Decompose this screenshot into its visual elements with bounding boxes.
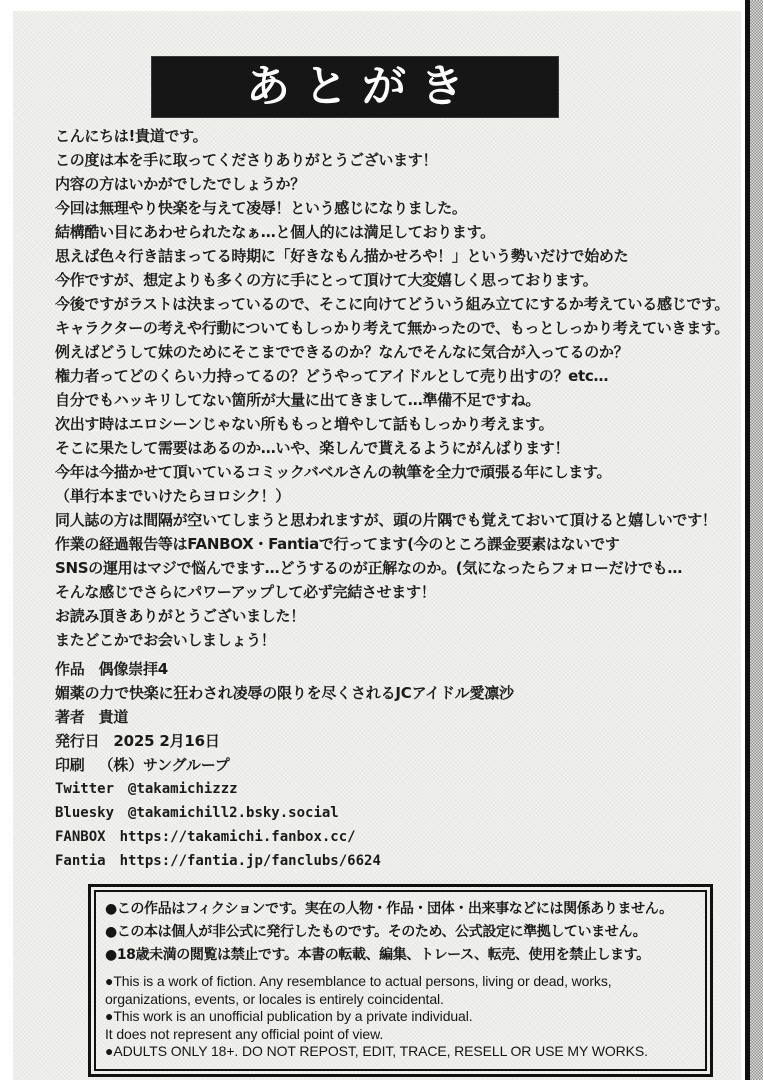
- colophon-label: Fantia: [55, 853, 106, 869]
- colophon-label: 印刷: [55, 756, 85, 774]
- fanbox-url: https://takamichi.fanbox.cc/: [119, 829, 356, 845]
- colophon-value: 媚薬の力で快楽に狂わされ凌辱の限りを尽くされるJCアイドル愛凛沙: [55, 684, 514, 702]
- body-line: またどこかでお会いしましょう！: [55, 631, 276, 649]
- disclaimer-en-line: organizations, events, or locales is entirely coincidental.: [105, 990, 444, 1007]
- disclaimer-jp-line: ●この本は個人が非公式に発行したものです。そのため、公式設定に準拠していません。: [105, 924, 647, 940]
- bluesky-handle: @takamichill2.bsky.social: [128, 805, 339, 821]
- colophon-label: Twitter: [55, 781, 115, 797]
- body-line: キャラクターの考えや行動についてもしっかり考えて無かったので、もっとしっかり考えていきます。: [55, 319, 730, 337]
- body-line: そこに果たして需要はあるのか…いや、楽しんで貰えるようにがんばります！: [55, 439, 570, 457]
- disclaimer-jp-line: ●18歳未満の閲覧は禁止です。本書の転載、編集、トレース、転売、使用を禁止します。: [105, 947, 650, 963]
- body-line: 次出す時はエロシーンじゃない所ももっと増やして話もしっかり考えます。: [55, 415, 554, 433]
- colophon: [55, 657, 745, 873]
- colophon-row-printer: [55, 753, 745, 777]
- body-line: 権力者ってどのくらい力持ってるの？どうやってアイドルとして売り出すの？etc…: [55, 367, 609, 385]
- colophon-label: Bluesky: [55, 805, 115, 821]
- page-edge-scan-strip: [750, 0, 763, 1080]
- colophon-value: 偶像崇拝4: [98, 660, 169, 678]
- disclaimer-en-line: ●ADULTS ONLY 18+. DO NOT REPOST, EDIT, TRACE, RESELL OR USE MY WORKS.: [105, 1043, 648, 1059]
- colophon-row-bluesky: [55, 801, 745, 825]
- body-line: （単行本までいけたらヨロシク！）: [55, 487, 290, 505]
- colophon-row-publish-date: [55, 729, 745, 753]
- body-line: 自分でもハッキリしてない箇所が大量に出てきまして…準備不足ですね。: [55, 391, 541, 409]
- body-line: そんな感じでさらにパワーアップして必ず完結させます！: [55, 583, 436, 601]
- twitter-handle: @takamichizzz: [128, 781, 238, 797]
- colophon-row-subtitle: [55, 681, 745, 705]
- body-line: SNSの運用はマジで悩んでます…どうするのが正解なのか。(気になったらフォローだけでも…: [55, 559, 683, 577]
- disclaimer-en-line: ●This is a work of fiction. Any resemblance to actual persons, living or dead, works,: [105, 973, 612, 989]
- body-line: こんにちは!貴道です。: [55, 127, 208, 145]
- body-line: 今年は今描かせて頂いているコミックバベルさんの執筆を全力で頑張る年にします。: [55, 463, 612, 481]
- afterword-text-column: [55, 124, 745, 873]
- body-line: 今後ですがラストは決まっているので、そこに向けてどういう組み立てにするか考えている感じです。: [55, 295, 730, 313]
- fantia-url: https://fantia.jp/fanclubs/6624: [119, 853, 381, 869]
- colophon-row-author: [55, 705, 745, 729]
- colophon-value: 2025 2月16日: [113, 732, 220, 750]
- afterword-body: [55, 124, 745, 652]
- colophon-label: 発行日: [55, 732, 100, 750]
- body-line: 同人誌の方は間隔が空いてしまうと思われますが、頭の片隅でも覚えておいて頂けると嬉しいです！: [55, 511, 717, 529]
- disclaimer-box: [88, 884, 713, 1077]
- body-line: 結構酷い目にあわせられたなぁ…と個人的には満足しております。: [55, 223, 495, 241]
- disclaimer-english: [105, 973, 697, 1061]
- colophon-row-fantia: [55, 849, 745, 873]
- colophon-label: FANBOX: [55, 829, 106, 845]
- body-line: 作業の経過報告等はFANBOX・Fantiaで行ってます(今のところ課金要素はないです: [55, 535, 620, 553]
- disclaimer-en-line: ●This work is an unofficial publication by a private individual.: [105, 1008, 473, 1024]
- colophon-row-work: [55, 657, 745, 681]
- colophon-row-fanbox: [55, 825, 745, 849]
- body-line: 今回は無理やり快楽を与えて凌辱！という感じになりました。: [55, 199, 467, 217]
- afterword-banner: [152, 57, 558, 117]
- colophon-value: 貴道: [98, 708, 129, 726]
- body-line: この度は本を手に取ってくださりありがとうございます！: [55, 151, 438, 169]
- colophon-label: 作品: [55, 660, 85, 678]
- body-line: お読み頂きありがとうございました！: [55, 607, 305, 625]
- afterword-title: あとがき: [246, 61, 478, 112]
- body-line: 今作ですが、想定よりも多くの方に手にとって頂けて大変嬉しく思っております。: [55, 271, 598, 289]
- disclaimer-jp-line: ●この作品はフィクションです。実在の人物・作品・団体・出来事などには関係ありません。: [105, 901, 673, 917]
- colophon-value: （株）サングループ: [98, 756, 230, 774]
- disclaimer-japanese: [105, 898, 697, 967]
- disclaimer-en-line: It does not represent any official point of view.: [105, 1025, 384, 1042]
- colophon-label: 著者: [55, 708, 85, 726]
- body-line: 例えばどうして妹のためにそこまでできるのか？なんでそんなに気合が入ってるのか？: [55, 343, 629, 361]
- body-line: 思えば色々行き詰まってる時期に「好きなもん描かせろや！」という勢いだけで始めた: [55, 247, 629, 265]
- disclaimer-box-inner: [94, 890, 707, 1071]
- body-line: 内容の方はいかがでしたでしょうか？: [55, 175, 305, 193]
- colophon-row-twitter: [55, 777, 745, 801]
